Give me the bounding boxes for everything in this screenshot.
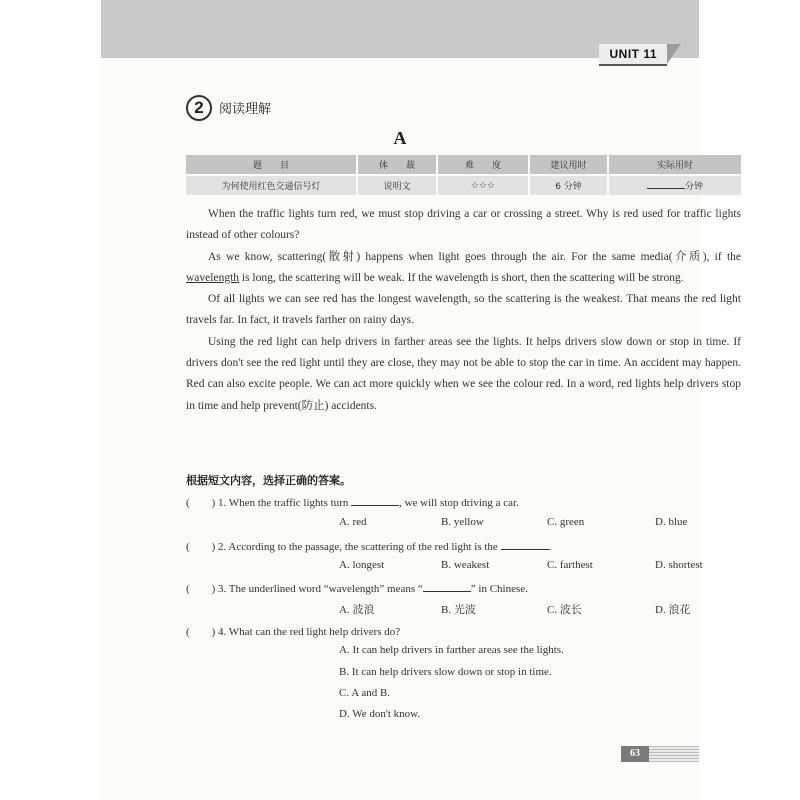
option-d[interactable]: D. We don't know. (339, 708, 421, 720)
info-value-suggested-time: 6 分钟 (529, 175, 608, 195)
option-b[interactable]: B. It can help drivers slow down or stop in time. (339, 666, 552, 678)
reading-passage (186, 204, 741, 417)
passage-paragraph-4: Using the red light can help drivers in farther areas see the lights. It helps drivers slow down or stop in time. If drivers don't see the red light until they are close, they may not be able to stop the car in time. An accident may happen. Red can also excite people. We can act more quickly when we see the colour red. In a word, red lights help drivers stop in time and help prevent(防止) accidents. (186, 335, 741, 412)
option-a[interactable]: A. 波浪 (339, 604, 375, 616)
passage-paragraph-1: When the traffic lights turn red, we must stop driving a car or crossing a street. Why is red used for traffic lights instead of other colours? (186, 208, 741, 242)
answer-paren[interactable]: ( ) (186, 626, 216, 638)
option-a[interactable]: A. red (339, 516, 367, 528)
info-table-header-row (186, 155, 741, 175)
answer-blank[interactable] (423, 581, 471, 592)
info-value-genre: 说明文 (357, 175, 437, 195)
paragraph-2-end: is long, the scattering will be weak. If the wavelength is short, then the scattering will be strong. (239, 271, 684, 284)
answer-blank[interactable] (351, 495, 399, 506)
option-c[interactable]: C. 波长 (547, 604, 582, 616)
option-c[interactable]: C. farthest (547, 559, 593, 571)
section-number-badge: 2 (186, 95, 212, 121)
passage-info-table (186, 155, 741, 195)
textbook-page (101, 0, 741, 800)
answer-paren[interactable]: ( ) (186, 541, 216, 553)
answer-blank[interactable] (501, 539, 549, 550)
option-a[interactable]: A. It can help drivers in farther areas see the lights. (339, 644, 564, 656)
info-header-genre: 体 裁 (357, 155, 437, 175)
info-header-actual-time: 实际用时 (608, 155, 741, 175)
question-3 (186, 580, 528, 596)
question-text-end: . (548, 541, 552, 553)
question-1 (186, 494, 519, 510)
question-text: 4. What can the red light help drivers do? (218, 626, 401, 638)
answer-paren[interactable]: ( ) (186, 583, 216, 595)
info-value-actual-time (608, 175, 741, 195)
info-value-topic: 为何使用红色交通信号灯 (186, 175, 357, 195)
actual-time-unit: 分钟 (684, 182, 703, 192)
question-4 (186, 623, 400, 639)
info-value-difficulty: ☆☆☆ (437, 175, 529, 195)
unit-label: UNIT 11 (599, 44, 667, 66)
option-c[interactable]: C. A and B. (339, 687, 391, 699)
passage-paragraph-2 (186, 247, 741, 290)
info-header-suggested-time: 建议用时 (529, 155, 608, 175)
section-title: 阅读理解 (219, 102, 272, 117)
question-2 (186, 538, 551, 554)
question-text-start: 3. The underlined word “wavelength” means “ (218, 583, 423, 595)
option-b[interactable]: B. weakest (441, 559, 490, 571)
info-header-topic: 题 目 (186, 155, 357, 175)
underlined-word: wavelength (186, 271, 240, 284)
option-d[interactable]: D. 浪花 (655, 604, 691, 616)
paragraph-2-start: As we know, scattering(散射) happens when light goes through the air. For the same media(介质), if the (208, 250, 741, 263)
option-b[interactable]: B. yellow (441, 516, 484, 528)
question-text-end: ” in Chinese. (470, 583, 528, 595)
option-a[interactable]: A. longest (339, 559, 385, 571)
option-d[interactable]: D. shortest (655, 559, 703, 571)
info-header-difficulty: 难 度 (437, 155, 529, 175)
question-text-start: 1. When the traffic lights turn (218, 497, 352, 509)
question-text-end: , we will stop driving a car. (399, 497, 519, 509)
answer-paren[interactable]: ( ) (186, 497, 216, 509)
option-d[interactable]: D. blue (655, 516, 688, 528)
questions-instruction: 根据短文内容，选择正确的答案。 (186, 474, 351, 487)
passage-letter: A (393, 128, 407, 148)
info-table-value-row (186, 175, 741, 195)
option-b[interactable]: B. 光波 (441, 604, 476, 616)
actual-time-blank[interactable] (647, 179, 685, 189)
option-c[interactable]: C. green (547, 516, 585, 528)
page-number: 63 (621, 746, 649, 762)
question-text-start: 2. According to the passage, the scattering of the red light is the (218, 541, 501, 553)
passage-paragraph-3: Of all lights we can see red has the longest wavelength, so the scattering is the weakest. That means the red light travels far. In fact, it travels farther on rainy days. (186, 293, 741, 327)
